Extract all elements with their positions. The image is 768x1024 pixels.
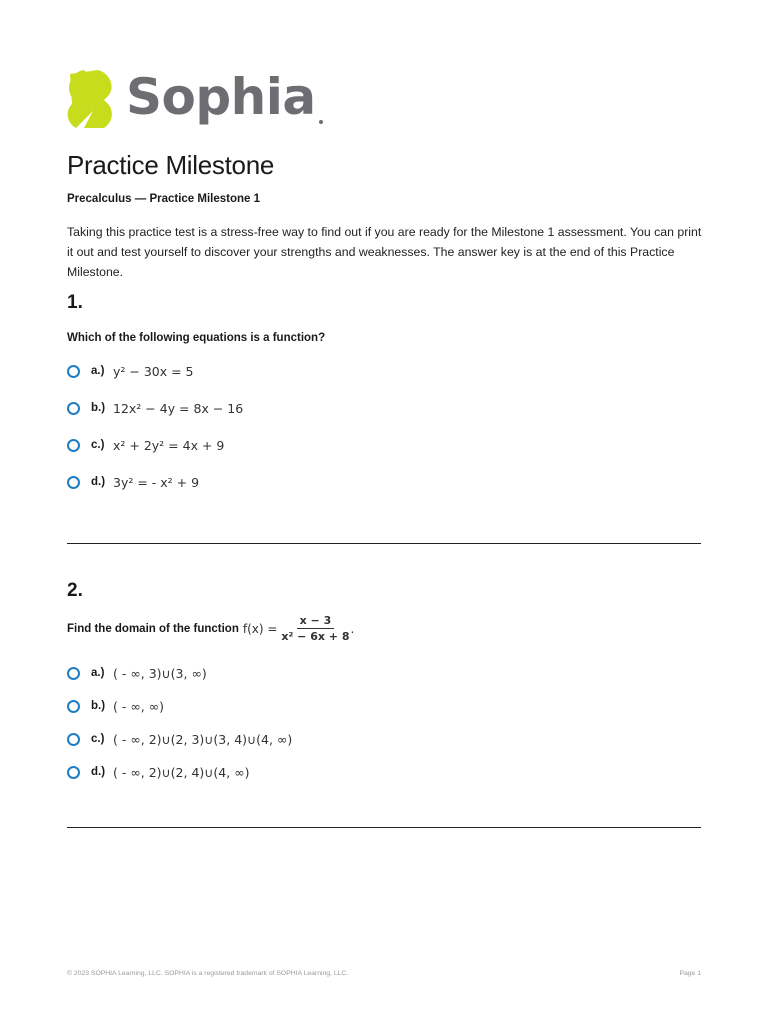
fraction-denominator: x² − 6x + 8 bbox=[281, 630, 350, 643]
option-expression: ( - ∞, ∞) bbox=[113, 698, 164, 714]
option-expression: 12x² − 4y = 8x − 16 bbox=[113, 400, 244, 416]
question-1-option-d[interactable] bbox=[67, 472, 199, 492]
option-expression: x² + 2y² = 4x + 9 bbox=[113, 437, 225, 453]
footer-copyright: © 2023 SOPHIA Learning, LLC. SOPHIA is a registered trademark of SOPHIA Learning, LLC. bbox=[67, 970, 349, 977]
option-expression: ( - ∞, 2)∪(2, 4)∪(4, ∞) bbox=[113, 764, 250, 780]
option-letter: d.) bbox=[91, 476, 106, 488]
question-2-period: . bbox=[350, 621, 355, 636]
radio-button[interactable] bbox=[67, 476, 80, 489]
option-expression: ( - ∞, 3)∪(3, ∞) bbox=[113, 665, 207, 681]
question-1-option-b[interactable] bbox=[67, 398, 243, 418]
question-1-option-a[interactable] bbox=[67, 361, 194, 381]
radio-button[interactable] bbox=[67, 700, 80, 713]
sophia-logo bbox=[66, 68, 316, 130]
question-1-text: Which of the following equations is a function? bbox=[67, 332, 326, 344]
option-letter: c.) bbox=[91, 733, 105, 745]
question-2-option-d[interactable] bbox=[67, 762, 250, 782]
option-letter: b.) bbox=[91, 700, 106, 712]
radio-button[interactable] bbox=[67, 766, 80, 779]
radio-button[interactable] bbox=[67, 365, 80, 378]
radio-button[interactable] bbox=[67, 402, 80, 415]
fraction-numerator: x − 3 bbox=[297, 614, 335, 629]
question-1-option-c[interactable] bbox=[67, 435, 224, 455]
question-2-option-b[interactable] bbox=[67, 696, 164, 716]
logo-registered-dot bbox=[319, 120, 323, 124]
radio-button[interactable] bbox=[67, 667, 80, 680]
page-subtitle: Precalculus — Practice Milestone 1 bbox=[67, 193, 261, 205]
question-2-option-c[interactable] bbox=[67, 729, 292, 749]
logo-wordmark: Sophia bbox=[126, 68, 316, 126]
option-expression: ( - ∞, 2)∪(2, 3)∪(3, 4)∪(4, ∞) bbox=[113, 731, 293, 747]
sophia-logo-icon bbox=[66, 68, 116, 130]
page-title: Practice Milestone bbox=[67, 150, 275, 180]
section-divider bbox=[67, 543, 701, 544]
question-2-text bbox=[67, 614, 354, 643]
function-fraction bbox=[281, 614, 349, 643]
section-divider bbox=[67, 827, 701, 828]
intro-paragraph: Taking this practice test is a stress-free way to find out if you are ready for the Milestone 1 assessment. You can print it out and test yourself to discover your strengths and weaknesses. The answer key is at the end of this Practice Milestone. bbox=[67, 225, 702, 279]
question-2-number: 2. bbox=[67, 580, 83, 601]
question-2-option-a[interactable] bbox=[67, 663, 207, 683]
question-2-prompt: Find the domain of the function bbox=[67, 622, 239, 635]
option-letter: d.) bbox=[91, 766, 106, 778]
function-label: f(x) = bbox=[242, 621, 278, 636]
footer-page-number: Page 1 bbox=[679, 970, 701, 977]
option-letter: b.) bbox=[91, 402, 106, 414]
option-letter: c.) bbox=[91, 439, 105, 451]
option-letter: a.) bbox=[91, 667, 105, 679]
option-expression: 3y² = - x² + 9 bbox=[113, 474, 200, 490]
radio-button[interactable] bbox=[67, 439, 80, 452]
question-1-number: 1. bbox=[67, 292, 83, 313]
option-expression: y² − 30x = 5 bbox=[113, 363, 194, 379]
radio-button[interactable] bbox=[67, 733, 80, 746]
option-letter: a.) bbox=[91, 365, 105, 377]
